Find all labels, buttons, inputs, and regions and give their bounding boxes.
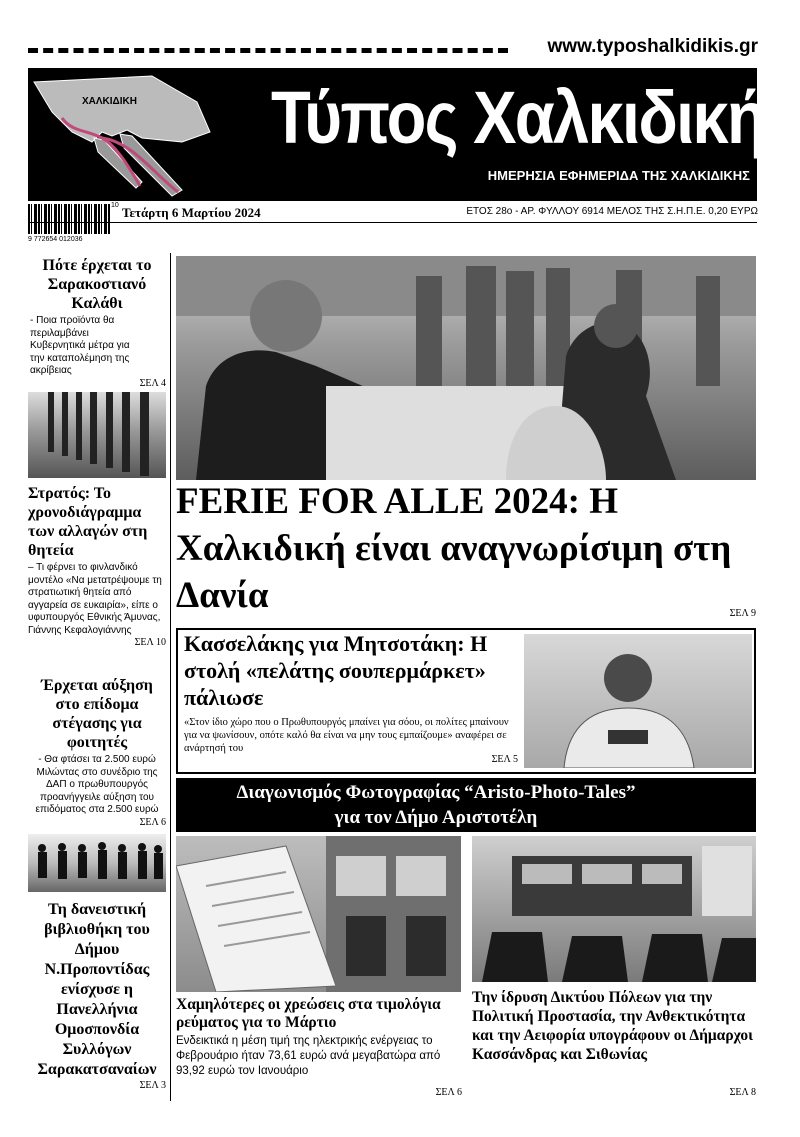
dashed-rule	[28, 48, 508, 53]
tourism-fair-photo	[176, 256, 756, 480]
photo-contest-line2: για τον Δήμο Αριστοτέλη	[334, 807, 538, 828]
kasselakis-photo	[524, 634, 752, 768]
barcode-number: 9 772654 012036	[28, 236, 83, 243]
chalkidiki-map-logo	[32, 72, 212, 200]
mayors-meeting-photo	[472, 836, 756, 982]
mayors-page: ΣΕΛ 8	[729, 1087, 756, 1098]
kasselakis-box[interactable]	[176, 628, 756, 774]
sidebar-article-3-text: - Θα φτάσει τα 2.500 ευρώ Μιλώντας στο συνέδριο της ΔΑΠ ο πρωθυπουργός προανήγγειλε αύξηση του επιδόματος στα 2.500 ευρώ	[35, 754, 159, 815]
newspaper-subtitle: ΗΜΕΡΗΣΙΑ ΕΦΗΜΕΡΙΔΑ ΤΗΣ ΧΑΛΚΙΔΙΚΗΣ	[487, 168, 750, 183]
main-headline-page: ΣΕΛ 9	[729, 608, 756, 619]
electricity-article[interactable]	[176, 996, 466, 1079]
issue-code: 10	[111, 202, 119, 209]
map-label: ΧΑΛΚΙΔΙΚΗ	[82, 96, 137, 107]
sidebar-article-2-page: ΣΕΛ 10	[134, 637, 166, 648]
sidebar-article-4-title: Τη δανειστική βιβλιοθήκη του Δήμου Ν.Προποντίδας ενίσχυσε η Πανελλήνια Ομοσπονδία Συλλόγων Σαρακατσαναίων	[37, 901, 157, 1078]
electricity-page: ΣΕΛ 6	[435, 1087, 462, 1098]
photo-contest-page: ΣΕΛ 8	[729, 818, 756, 829]
issue-meta: ΕΤΟΣ 28ο - ΑΡ. ΦΥΛΛΟΥ 6914 ΜΕΛΟΣ ΤΗΣ Σ.Η.Π.Ε. 0,20 ΕΥΡΩ	[466, 206, 758, 217]
photo-contest-line1: Διαγωνισμός Φωτογραφίας “Aristo-Photo-Tales”	[236, 782, 636, 803]
sidebar-article-1-title: Πότε έρχεται το Σαρακοστιανό Καλάθι	[42, 257, 152, 312]
sidebar-article-4-page: ΣΕΛ 3	[139, 1080, 166, 1091]
electricity-text: Ενδεικτικά η μέση τιμή της ηλεκτρικής ενέργειας το Φεβρουάριο ήταν 73,61 ευρώ ανά μεγαβατώρα από 93,92 ευρώ τον Ιανουάριο	[176, 1035, 441, 1077]
kasselakis-quote: «Στον ίδιο χώρο που ο Πρωθυπουργός μπαίνει για σόου, οι πολίτες μπαίνουν για να ψωνίσουν, οπότε καλό θα είναι να μην τους εμπαίζουμε» αναφέρει σε ανάρτησή του	[184, 717, 509, 754]
library-group-photo	[28, 834, 166, 892]
main-headline[interactable]: FERIE FOR ALLE 2024: Η Χαλκιδική είναι αναγνωρίσιμη στη Δανία	[176, 481, 732, 616]
barcode	[28, 204, 110, 234]
sidebar-article-1-page: ΣΕΛ 4	[139, 377, 166, 389]
electricity-headline: Χαμηλότερες οι χρεώσεις στα τιμολόγια ρεύματος για το Μάρτιο	[176, 996, 441, 1031]
sidebar-article-2-title: Στρατός: Το χρονοδιάγραμμα των αλλαγών στη θητεία	[28, 485, 148, 559]
header-rule	[28, 222, 757, 223]
sidebar-article-3-title: Έρχεται αύξηση στο επίδομα στέγασης για φοιτητές	[41, 677, 153, 751]
kasselakis-headline: Κασσελάκης για Μητσοτάκη: Η στολή «πελάτης σουπερμάρκετ» πάλιωσε	[184, 631, 488, 710]
mayors-headline[interactable]: Την ίδρυση Δικτύου Πόλεων για την Πολιτική Προστασία, την Ανθεκτικότητα και την Αειφορία υπογράφουν οι Δήμαρχοι Κασσάνδρας και Σιθωνίας	[472, 989, 753, 1063]
sidebar-article-2-text: – Τι φέρνει το φινλανδικό μοντέλο «Να μετατρέψουμε τη στρατιωτική θητεία από αγγαρεία σε ευκαιρία», είπε ο υφυπουργός Εθνικής Άμυνας, Γιάννης Κεφαλογιάννης	[28, 562, 162, 636]
kasselakis-page: ΣΕΛ 5	[491, 754, 518, 765]
issue-date: Τετάρτη 6 Μαρτίου 2024	[122, 205, 261, 220]
sidebar-article-3-page: ΣΕΛ 6	[139, 816, 166, 828]
sidebar-article-1[interactable]	[28, 256, 166, 389]
sidebar-article-2[interactable]	[28, 484, 166, 648]
sidebar-article-1-text: - Ποια προϊόντα θα περιλαμβάνει Κυβερνητικά μέτρα για την καταπολέμηση της ακρίβειας	[30, 315, 130, 376]
column-rule	[170, 253, 171, 1101]
site-url[interactable]: www.typoshalkidikis.gr	[547, 36, 758, 57]
sidebar-article-4[interactable]	[28, 900, 166, 1091]
sidebar-article-3[interactable]	[28, 676, 166, 828]
electricity-bill-photo	[176, 836, 461, 992]
photo-contest-banner[interactable]	[176, 778, 756, 832]
soldiers-photo	[28, 392, 166, 478]
newspaper-title: Τύπος Χαλκιδικής	[271, 76, 798, 159]
